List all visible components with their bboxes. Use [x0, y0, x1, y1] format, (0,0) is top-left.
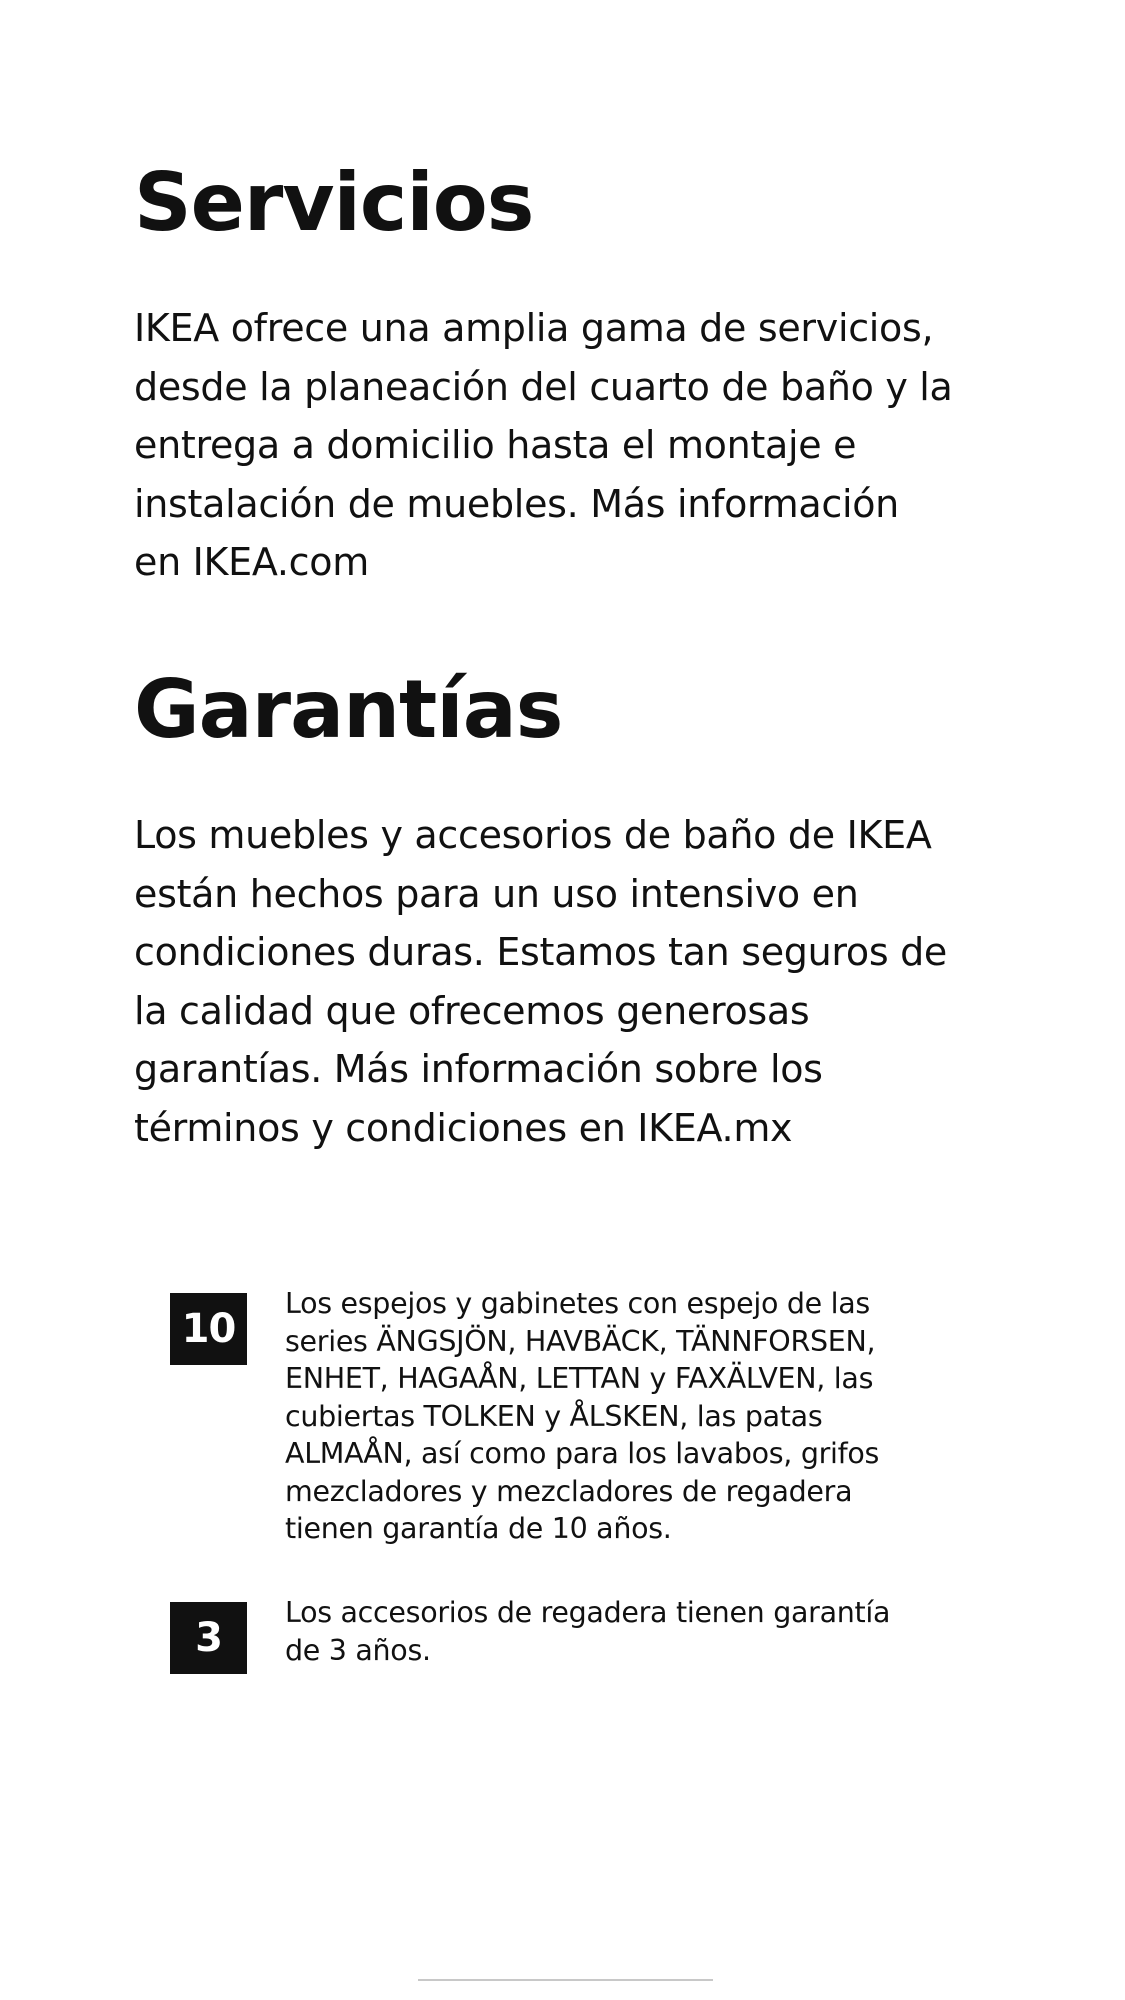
garantias-paragraph: Los muebles y accesorios de baño de IKEA están hechos para un uso intensivo en condiciones duras. Estamos tan seguros de la calidad que ofrecemos generosas garantías. Más información sobre los términos y condiciones en IKEA.mx — [134, 813, 947, 1150]
garantias-heading: Garantías — [134, 663, 563, 756]
servicios-paragraph: IKEA ofrece una amplia gama de servicios, desde la planeación del cuarto de baño y la entrega a domicilio hasta el montaje e instalación de muebles. Más información en IKEA.com — [134, 306, 953, 584]
servicios-heading: Servicios — [134, 156, 534, 249]
page-divider — [418, 1979, 713, 1981]
warranty-years-badge: 10 — [170, 1293, 247, 1365]
warranty-item-text: Los espejos y gabinetes con espejo de las series ÄNGSJÖN, HAVBÄCK, TÄNNFORSEN, ENHET, HAGAÅN, LETTAN y FAXÄLVEN, las cubiertas TOLKEN y ÅLSKEN, las patas ALMAÅN, así como para los lavabos, grifos mezcladores y mezcladores de regadera tienen garantía de 10 años. — [285, 1287, 880, 1545]
warranty-years-badge: 3 — [170, 1602, 247, 1674]
warranty-item-text: Los accesorios de regadera tienen garantía de 3 años. — [285, 1596, 891, 1667]
